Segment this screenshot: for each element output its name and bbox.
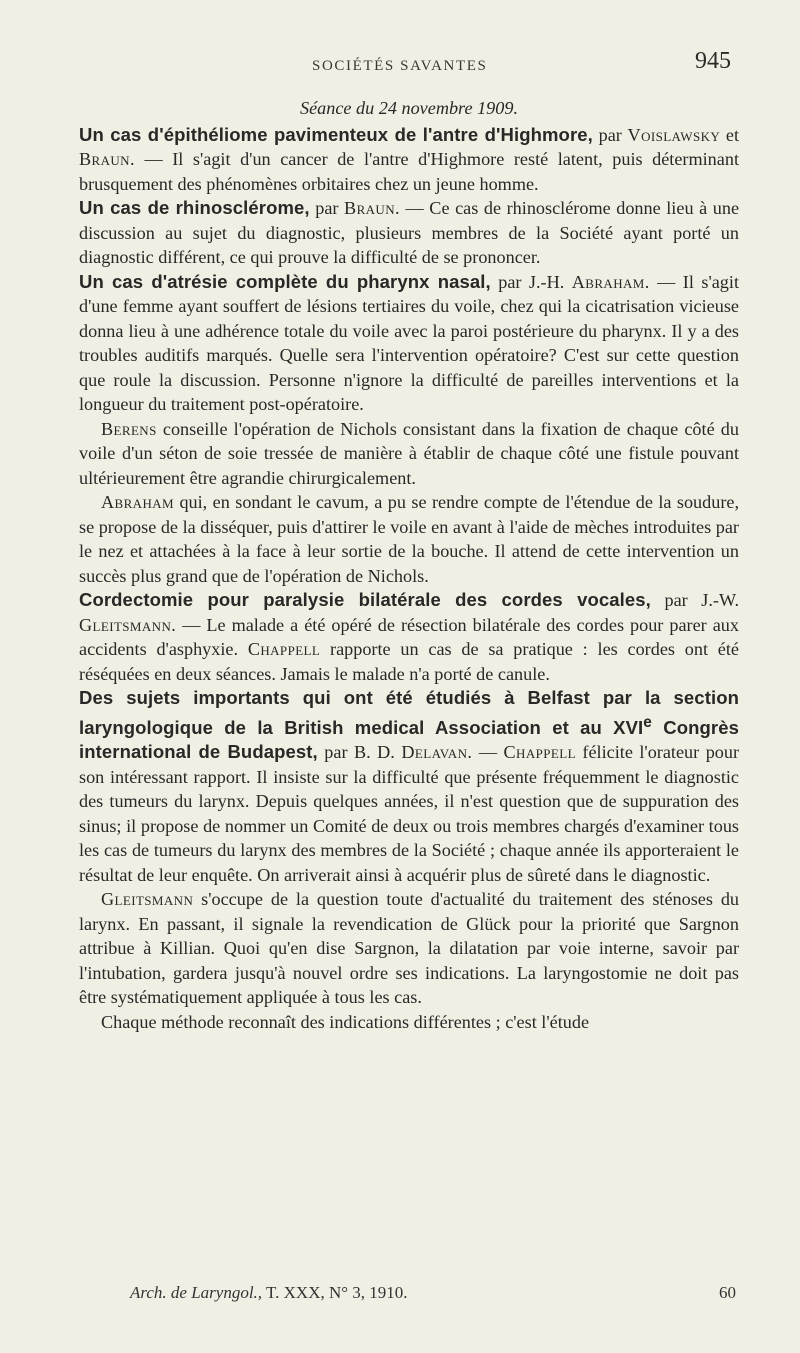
article-by: par [315, 198, 339, 218]
page-number: 945 [695, 48, 731, 74]
author-name: Abraham [101, 492, 174, 512]
author-name: Delavan. [401, 742, 473, 763]
article-by: par J.-H. [498, 271, 565, 292]
page-footer [130, 1283, 740, 1303]
dash: — [478, 742, 498, 763]
article-atresie [79, 270, 739, 417]
running-head: SOCIÉTÉS SAVANTES [312, 58, 488, 74]
conjunction: et [725, 124, 740, 145]
page-header [0, 46, 800, 86]
journal-volume: T. XXX, N° 3, 1910. [266, 1283, 408, 1302]
article-text: — Il s'agit d'une femme ayant souffert de lésions tertiaires du voile, chez qui la cicatrisation vicieuse donna lieu à une adhérence totale du voile avec la paroi postérieure du pharynx. Il y a des troubles auditifs marqués. Quelle sera l'intervention opératoire? C'est sur cette question que roule la discussion. Personne n'ignore la difficulté de pareilles interventions et la longueur du traitement post-opératoire. [79, 271, 740, 414]
author-name: Voislawsky [627, 124, 721, 145]
paragraph-text: qui, en sondant le cavum, a pu se rendre compte de l'étendue de la soudure, se propose de la disséquer, puis d'attirer le voile en avant à l'aide de mèches introduites par le nez et attachées à la face à leur sortie de la bouche. Il attend de cette intervention un succès plus grand que de l'opération de Nichols. [79, 492, 740, 586]
session-heading: Séance du 24 novembre 1909. [299, 98, 519, 118]
article-text: rapporte un cas de sa pratique : les cordes ont été réséquées en deux séances. Jamais le malade n'a porté de canule. [79, 639, 740, 684]
page-body [79, 96, 739, 1034]
article-title: Cordectomie pour paralysie bilatérale des cordes vocales, [79, 589, 651, 610]
article-epitheliome [79, 123, 739, 197]
journal-name: Arch. de Laryngol., [130, 1283, 263, 1302]
article-text: — Il s'agit d'un cancer de l'antre d'Highmore resté latent, puis déterminant brusquement des phénomènes orbitaires chez un jeune homme. [79, 149, 739, 194]
author-name: Berens [101, 418, 157, 439]
article-title: Un cas de rhinosclérome, [79, 197, 310, 218]
ordinal-suffix: e [643, 713, 652, 731]
paragraph-berens [79, 417, 739, 491]
article-text: — Ce cas de rhinosclérome donne lieu à une discussion au sujet du diagnostic, plusieurs membres de la Société ayant porté un diagnostic différent, ce qui prouve la difficulté de se prononcer. [79, 198, 740, 267]
article-text: félicite l'orateur pour son intéressant rapport. Il insiste sur la difficulté que présente fréquemment le diagnostic des tumeurs du larynx. Depuis quelques années, il n'est question que de suppuration des sinus; il propose de nommer un Comité de deux ou trois membres chargés d'examiner tous les cas de tumeurs du larynx des membres de la Société ; chaque année ils apporteraient le résultat de leur enquête. On arriverait ainsi à acquérir plus de sûreté dans le diagnostic. [79, 742, 740, 885]
article-cordectomie [79, 588, 739, 686]
paragraph-text: conseille l'opération de Nichols consistant dans la fixation de chaque côté du voile d'un séton de soie tressée de manière à établir de chaque côté une fistule pouvant ultérieurement être agrandie chirurgicalement. [79, 418, 739, 488]
signature-mark: 60 [719, 1283, 736, 1302]
author-name: Gleitsmann [101, 889, 194, 910]
article-title-part: Congrès international de Budapest, [79, 716, 739, 763]
article-belfast [79, 686, 739, 887]
author-name: Abraham. [571, 271, 650, 292]
article-rhinosclerome [79, 196, 739, 270]
paragraph-gleitsmann [79, 887, 739, 1010]
article-by: par [598, 124, 622, 145]
author-name: Chappell [503, 742, 576, 763]
paragraph-text: s'occupe de la question toute d'actualité du traitement des sténoses du larynx. En passant, il signale la revendication de Glück pour la priorité que Sargnon attribue à Killian. Quoi qu'en dise Sargnon, la dilatation par voie interne, savoir par l'intubation, gardera jusqu'à nouvel ordre ses indications. La laryngostomie ne doit pas être systématiquement appliquée à tous les cas. [79, 889, 740, 1008]
article-by: par J.-W. [664, 590, 740, 610]
article-by: par B. D. [324, 742, 395, 763]
article-title-part: Des sujets importants qui ont été étudiés à Belfast par la section laryngologique de la British medical Association et au XVI [79, 687, 739, 738]
author-name: Braun. [79, 149, 135, 169]
paragraph-last-line: Chaque méthode reconnaît des indications différentes ; c'est l'étude [101, 1011, 590, 1032]
author-name: Braun. [344, 198, 400, 218]
author-name: Chappell [247, 639, 321, 659]
author-name: Gleitsmann. [79, 614, 177, 635]
article-title: Un cas d'épithéliome pavimenteux de l'antre d'Highmore, [79, 123, 593, 145]
article-text: — Le malade a été opéré de résection bilatérale des cordes pour parer aux accidents d'asphyxie. [79, 614, 739, 659]
paragraph-abraham [79, 490, 739, 588]
article-title: Un cas d'atrésie complète du pharynx nasal, [79, 270, 491, 292]
